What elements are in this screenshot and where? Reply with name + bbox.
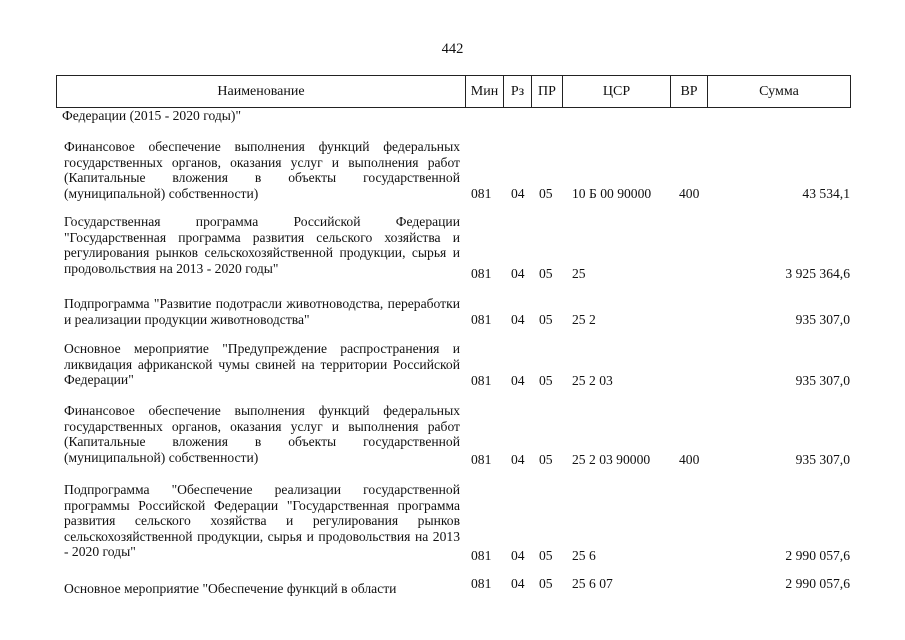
header-vr: ВР (671, 76, 708, 108)
row-pr: 05 (539, 452, 553, 467)
row-sum: 3 925 364,6 (785, 266, 850, 281)
row-pr: 05 (539, 312, 553, 327)
row-rz: 04 (511, 548, 525, 563)
row-min: 081 (471, 548, 492, 563)
row-name: Государственная программа Российской Федерации "Государственная программа развития сельского хозяйства и регулирования рынков сельскохозяйственной продукции, сырья и продовольствия на 2013 - 2020 годы" (64, 214, 460, 276)
table-row (56, 341, 850, 389)
header-csr: ЦСР (563, 76, 671, 108)
row-sum: 935 307,0 (795, 452, 850, 467)
row-rz: 04 (511, 373, 525, 388)
row-csr: 10 Б 00 90000 (572, 186, 652, 201)
header-pr: ПР (532, 76, 563, 108)
row-sum: 935 307,0 (795, 312, 850, 327)
table-row (56, 296, 850, 328)
table-row (56, 139, 850, 203)
row-rz: 04 (511, 186, 525, 201)
row-name: Основное мероприятие "Предупреждение распространения и ликвидация африканской чумы свиней на территории Российской Федерации" (64, 341, 460, 388)
row-csr: 25 2 (572, 312, 596, 327)
row-sum: 2 990 057,6 (785, 576, 850, 591)
table-header (56, 75, 851, 108)
row-name: Подпрограмма "Развитие подотрасли животноводства, переработки и реализации продукции животноводства" (64, 296, 460, 327)
row-pr: 05 (539, 576, 553, 591)
header-sum: Сумма (708, 76, 851, 108)
header-row (57, 76, 851, 108)
row-rz: 04 (511, 452, 525, 467)
row-name: Подпрограмма "Обеспечение реализации государственной программы Российской Федерации "Государственная программа развития сельского хозяйства и регулирования рынков сельскохозяйственной продукции, сырья и продовольствия на 2013 - 2020 годы" (64, 482, 460, 560)
row-csr: 25 6 07 (572, 576, 613, 591)
row-name: Федерации (2015 - 2020 годы)" (62, 108, 241, 123)
row-rz: 04 (511, 312, 525, 327)
row-min: 081 (471, 186, 492, 201)
row-pr: 05 (539, 186, 553, 201)
header-name: Наименование (57, 76, 466, 108)
row-csr: 25 (572, 266, 586, 281)
row-sum: 43 534,1 (802, 186, 850, 201)
header-rz: Рз (504, 76, 532, 108)
table-row (56, 214, 850, 281)
row-name: Основное мероприятие "Обеспечение функций в области (64, 581, 397, 596)
row-name: Финансовое обеспечение выполнения функций федеральных государственных органов, оказания услуг и выполнения работ (Капитальные вложения в объекты государственной (муниципальной) собственности) (64, 139, 460, 201)
row-rz: 04 (511, 576, 525, 591)
row-min: 081 (471, 452, 492, 467)
row-vr: 400 (679, 186, 700, 201)
row-sum: 2 990 057,6 (785, 548, 850, 563)
row-sum: 935 307,0 (795, 373, 850, 388)
table-row (56, 403, 850, 467)
row-pr: 05 (539, 266, 553, 281)
page-number: 442 (441, 41, 464, 57)
row-min: 081 (471, 373, 492, 388)
row-csr: 25 6 (572, 548, 596, 563)
row-min: 081 (471, 576, 492, 591)
row-csr: 25 2 03 (572, 373, 613, 388)
row-min: 081 (471, 312, 492, 327)
table-row (56, 482, 850, 562)
table-row (56, 575, 850, 605)
table-row (56, 108, 850, 126)
row-pr: 05 (539, 548, 553, 563)
row-pr: 05 (539, 373, 553, 388)
row-vr: 400 (679, 452, 700, 467)
header-min: Мин (466, 76, 504, 108)
row-name: Финансовое обеспечение выполнения функций федеральных государственных органов, оказания услуг и выполнения работ (Капитальные вложения в объекты государственной (муниципальной) собственности) (64, 403, 460, 465)
row-csr: 25 2 03 90000 (572, 452, 651, 467)
row-rz: 04 (511, 266, 525, 281)
row-min: 081 (471, 266, 492, 281)
